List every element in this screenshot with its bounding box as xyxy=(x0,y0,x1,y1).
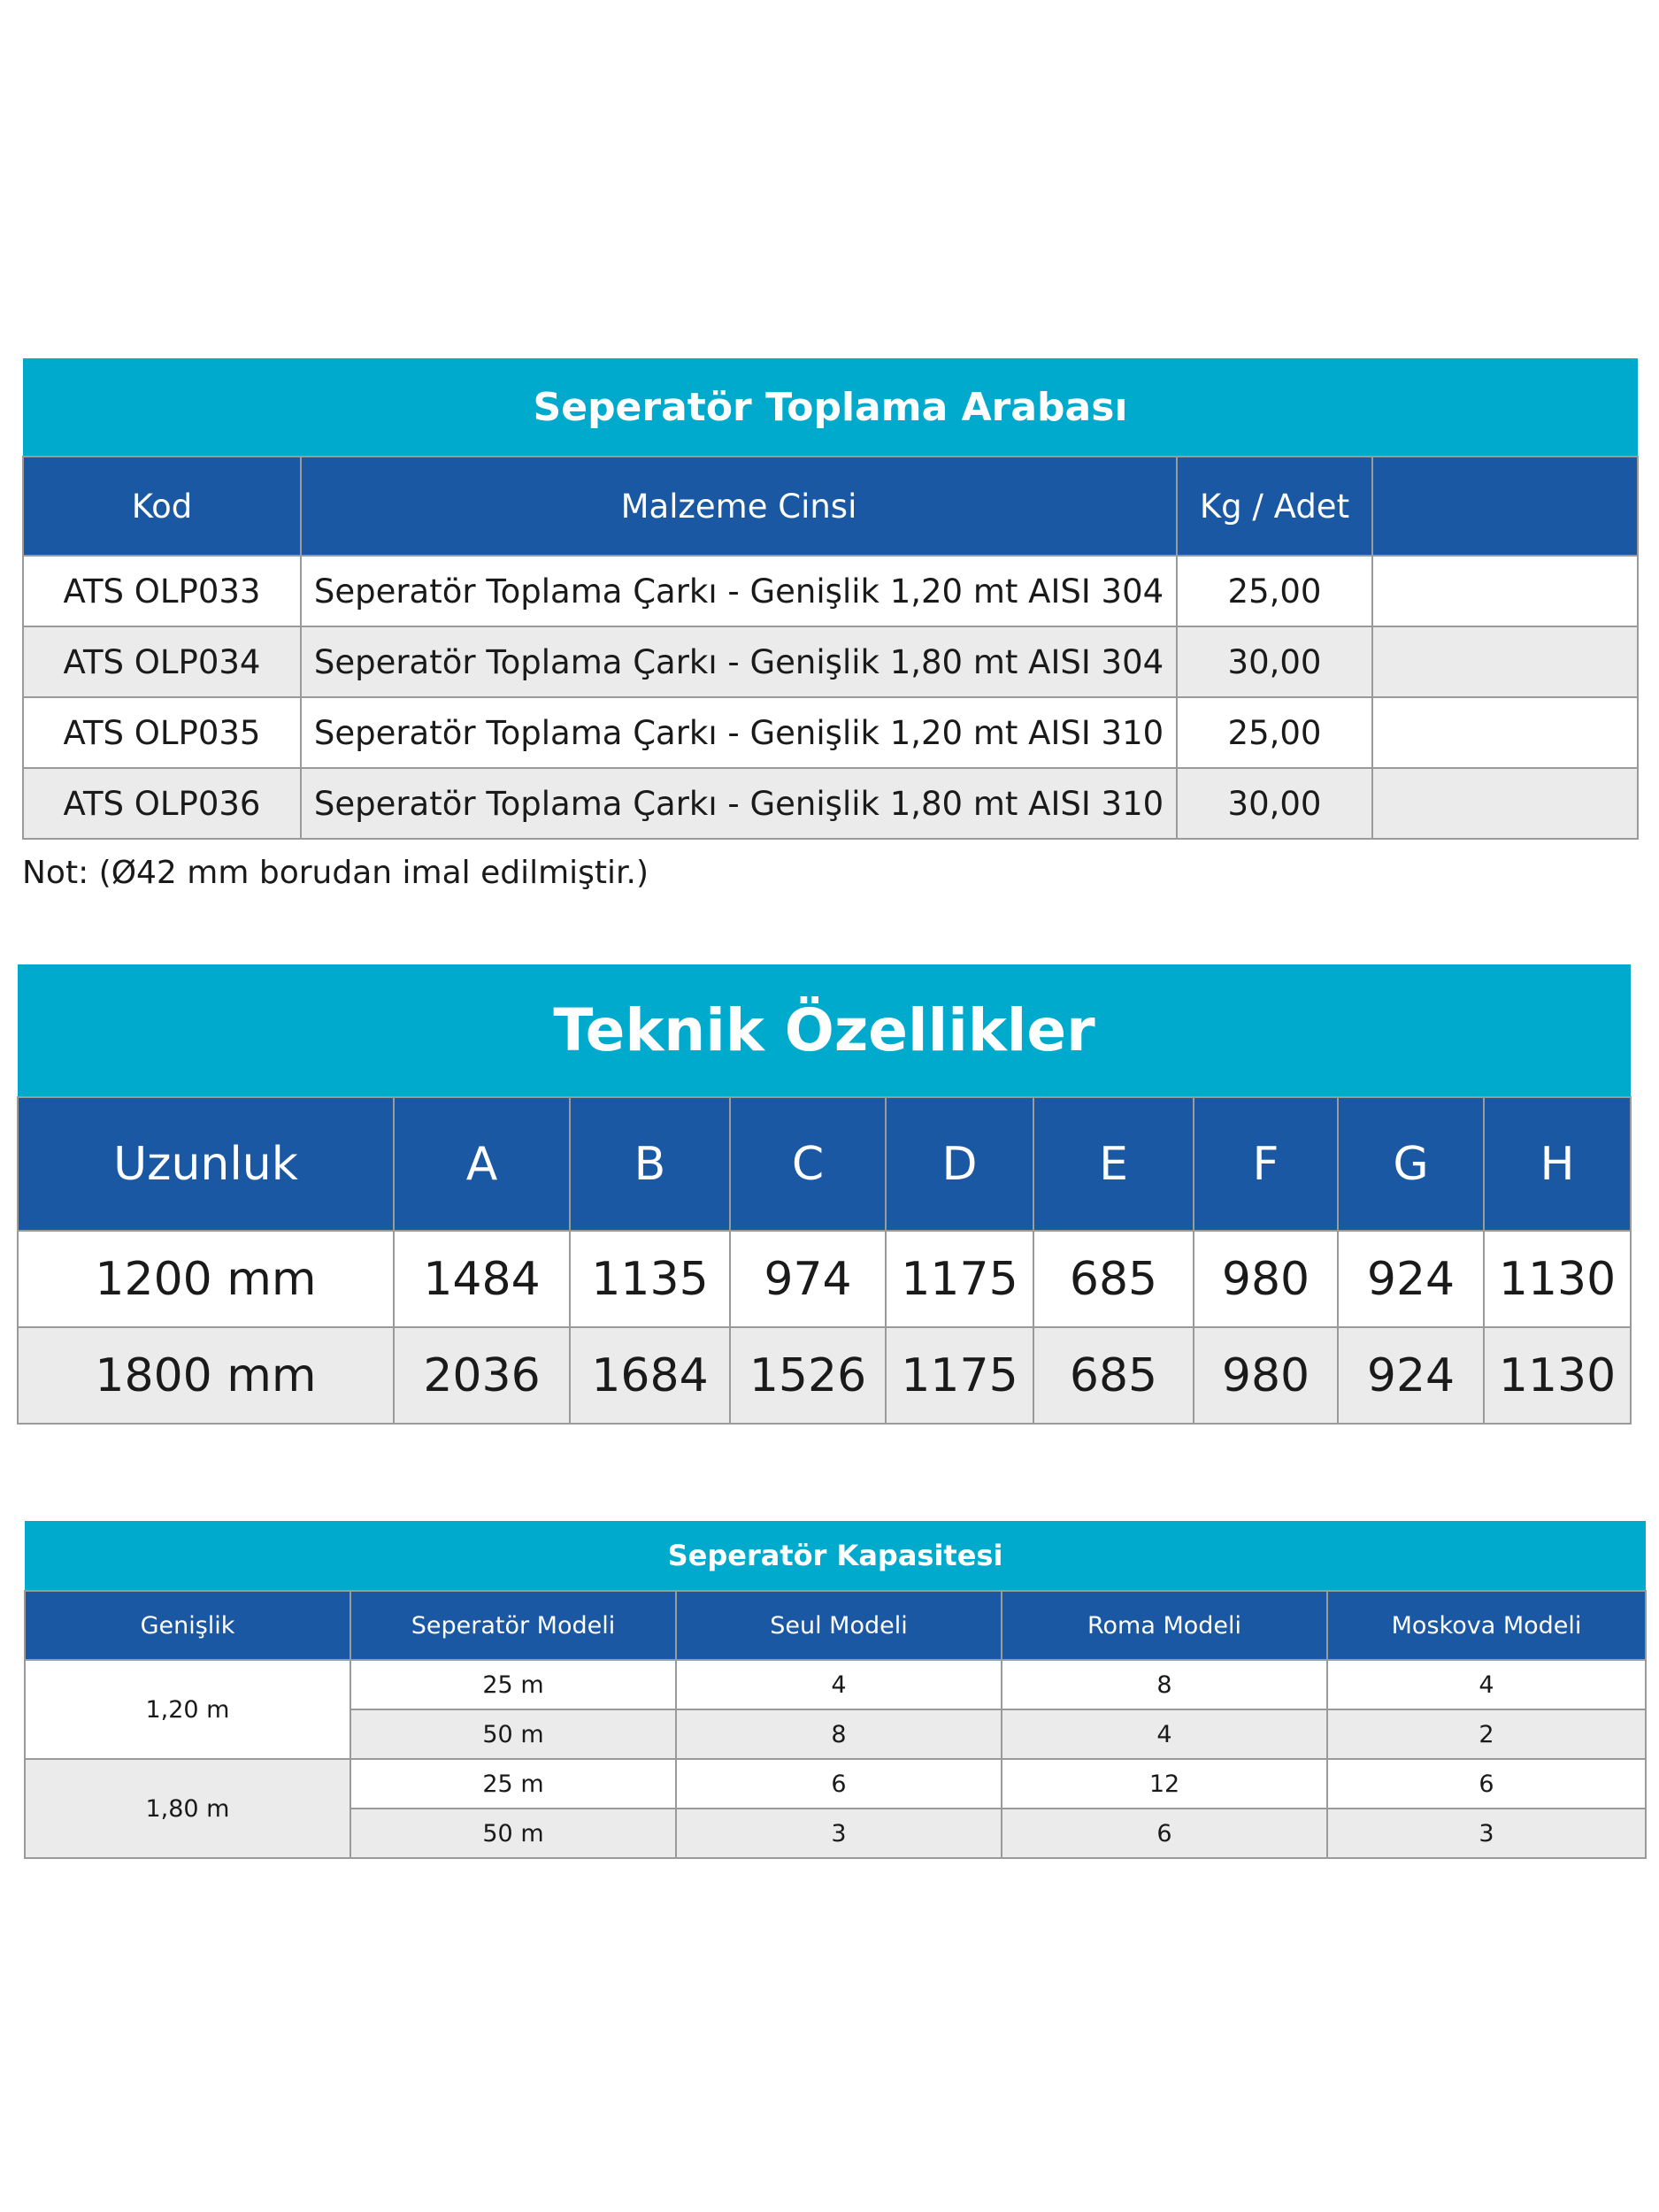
product-weight: 25,00 xyxy=(1177,697,1372,768)
capacity-cell: 4 xyxy=(1327,1660,1646,1709)
dimension-cell: 980 xyxy=(1194,1231,1338,1327)
column-header-f: F xyxy=(1194,1097,1338,1231)
width-group-cell: 1,20 m xyxy=(25,1660,350,1759)
product-weight: 30,00 xyxy=(1177,626,1372,697)
column-header-a: A xyxy=(394,1097,570,1231)
dimension-cell: 924 xyxy=(1338,1327,1484,1424)
capacity-cell: 6 xyxy=(1002,1809,1327,1858)
note-text: Not: (Ø42 mm borudan imal edilmiştir.) xyxy=(22,855,649,891)
column-header-b: B xyxy=(570,1097,730,1231)
table-row xyxy=(23,626,1638,697)
product-material: Seperatör Toplama Çarkı - Genişlik 1,20 mt AISI 310 xyxy=(301,697,1177,768)
dimension-cell: 1130 xyxy=(1484,1231,1631,1327)
product-code: ATS OLP034 xyxy=(23,626,301,697)
capacity-cell: 3 xyxy=(1327,1809,1646,1858)
capacity-cell: 4 xyxy=(676,1660,1002,1709)
table-row xyxy=(25,1759,1646,1809)
capacity-cell: 6 xyxy=(1327,1759,1646,1809)
product-code: ATS OLP035 xyxy=(23,697,301,768)
dimension-cell: 2036 xyxy=(394,1327,570,1424)
product-code: ATS OLP033 xyxy=(23,556,301,626)
length-cell: 1200 mm xyxy=(18,1231,394,1327)
table-row xyxy=(25,1660,1646,1709)
table-row xyxy=(18,1231,1631,1327)
capacity-cell: 6 xyxy=(676,1759,1002,1809)
table-row xyxy=(23,768,1638,839)
product-material: Seperatör Toplama Çarkı - Genişlik 1,20 mt AISI 304 xyxy=(301,556,1177,626)
dimension-cell: 1130 xyxy=(1484,1327,1631,1424)
column-header-c: C xyxy=(730,1097,886,1231)
dimension-cell: 685 xyxy=(1033,1327,1194,1424)
capacity-cell: 8 xyxy=(1002,1660,1327,1709)
product-extra xyxy=(1372,626,1638,697)
column-header-seul-modeli: Seul Modeli xyxy=(676,1591,1002,1660)
dimension-cell: 1684 xyxy=(570,1327,730,1424)
product-code: ATS OLP036 xyxy=(23,768,301,839)
length-cell: 1800 mm xyxy=(18,1327,394,1424)
column-header-genislik: Genişlik xyxy=(25,1591,350,1660)
product-material: Seperatör Toplama Çarkı - Genişlik 1,80 mt AISI 310 xyxy=(301,768,1177,839)
column-header-malzeme: Malzeme Cinsi xyxy=(301,457,1177,556)
product-table-title: Seperatör Toplama Arabası xyxy=(23,358,1638,457)
dimension-cell: 1175 xyxy=(886,1231,1033,1327)
technical-specs-title: Teknik Özellikler xyxy=(18,964,1631,1097)
capacity-table xyxy=(24,1521,1647,1859)
column-header-roma-modeli: Roma Modeli xyxy=(1002,1591,1327,1660)
table-row xyxy=(23,556,1638,626)
dimension-cell: 685 xyxy=(1033,1231,1194,1327)
capacity-cell: 4 xyxy=(1002,1709,1327,1759)
column-header-moskova-modeli: Moskova Modeli xyxy=(1327,1591,1646,1660)
dimension-cell: 974 xyxy=(730,1231,886,1327)
product-material: Seperatör Toplama Çarkı - Genişlik 1,80 mt AISI 304 xyxy=(301,626,1177,697)
dimension-cell: 1484 xyxy=(394,1231,570,1327)
dimension-cell: 1175 xyxy=(886,1327,1033,1424)
product-extra xyxy=(1372,768,1638,839)
column-header-uzunluk: Uzunluk xyxy=(18,1097,394,1231)
table-row xyxy=(23,697,1638,768)
width-group-cell: 1,80 m xyxy=(25,1759,350,1858)
column-header-kod: Kod xyxy=(23,457,301,556)
product-weight: 30,00 xyxy=(1177,768,1372,839)
column-header-d: D xyxy=(886,1097,1033,1231)
dimension-cell: 980 xyxy=(1194,1327,1338,1424)
dimension-cell: 1135 xyxy=(570,1231,730,1327)
product-extra xyxy=(1372,697,1638,768)
capacity-cell: 25 m xyxy=(350,1759,676,1809)
column-header-e: E xyxy=(1033,1097,1194,1231)
column-header-seperator-modeli: Seperatör Modeli xyxy=(350,1591,676,1660)
capacity-cell: 2 xyxy=(1327,1709,1646,1759)
capacity-cell: 8 xyxy=(676,1709,1002,1759)
product-extra xyxy=(1372,556,1638,626)
table-row xyxy=(18,1327,1631,1424)
capacity-cell: 50 m xyxy=(350,1809,676,1858)
column-header-blank xyxy=(1372,457,1638,556)
capacity-table-title: Seperatör Kapasitesi xyxy=(25,1521,1646,1591)
technical-specs-table xyxy=(17,964,1632,1425)
column-header-g: G xyxy=(1338,1097,1484,1231)
column-header-kg: Kg / Adet xyxy=(1177,457,1372,556)
column-header-h: H xyxy=(1484,1097,1631,1231)
product-weight: 25,00 xyxy=(1177,556,1372,626)
dimension-cell: 924 xyxy=(1338,1231,1484,1327)
capacity-cell: 50 m xyxy=(350,1709,676,1759)
product-table xyxy=(22,358,1639,840)
capacity-cell: 3 xyxy=(676,1809,1002,1858)
dimension-cell: 1526 xyxy=(730,1327,886,1424)
capacity-cell: 12 xyxy=(1002,1759,1327,1809)
capacity-cell: 25 m xyxy=(350,1660,676,1709)
